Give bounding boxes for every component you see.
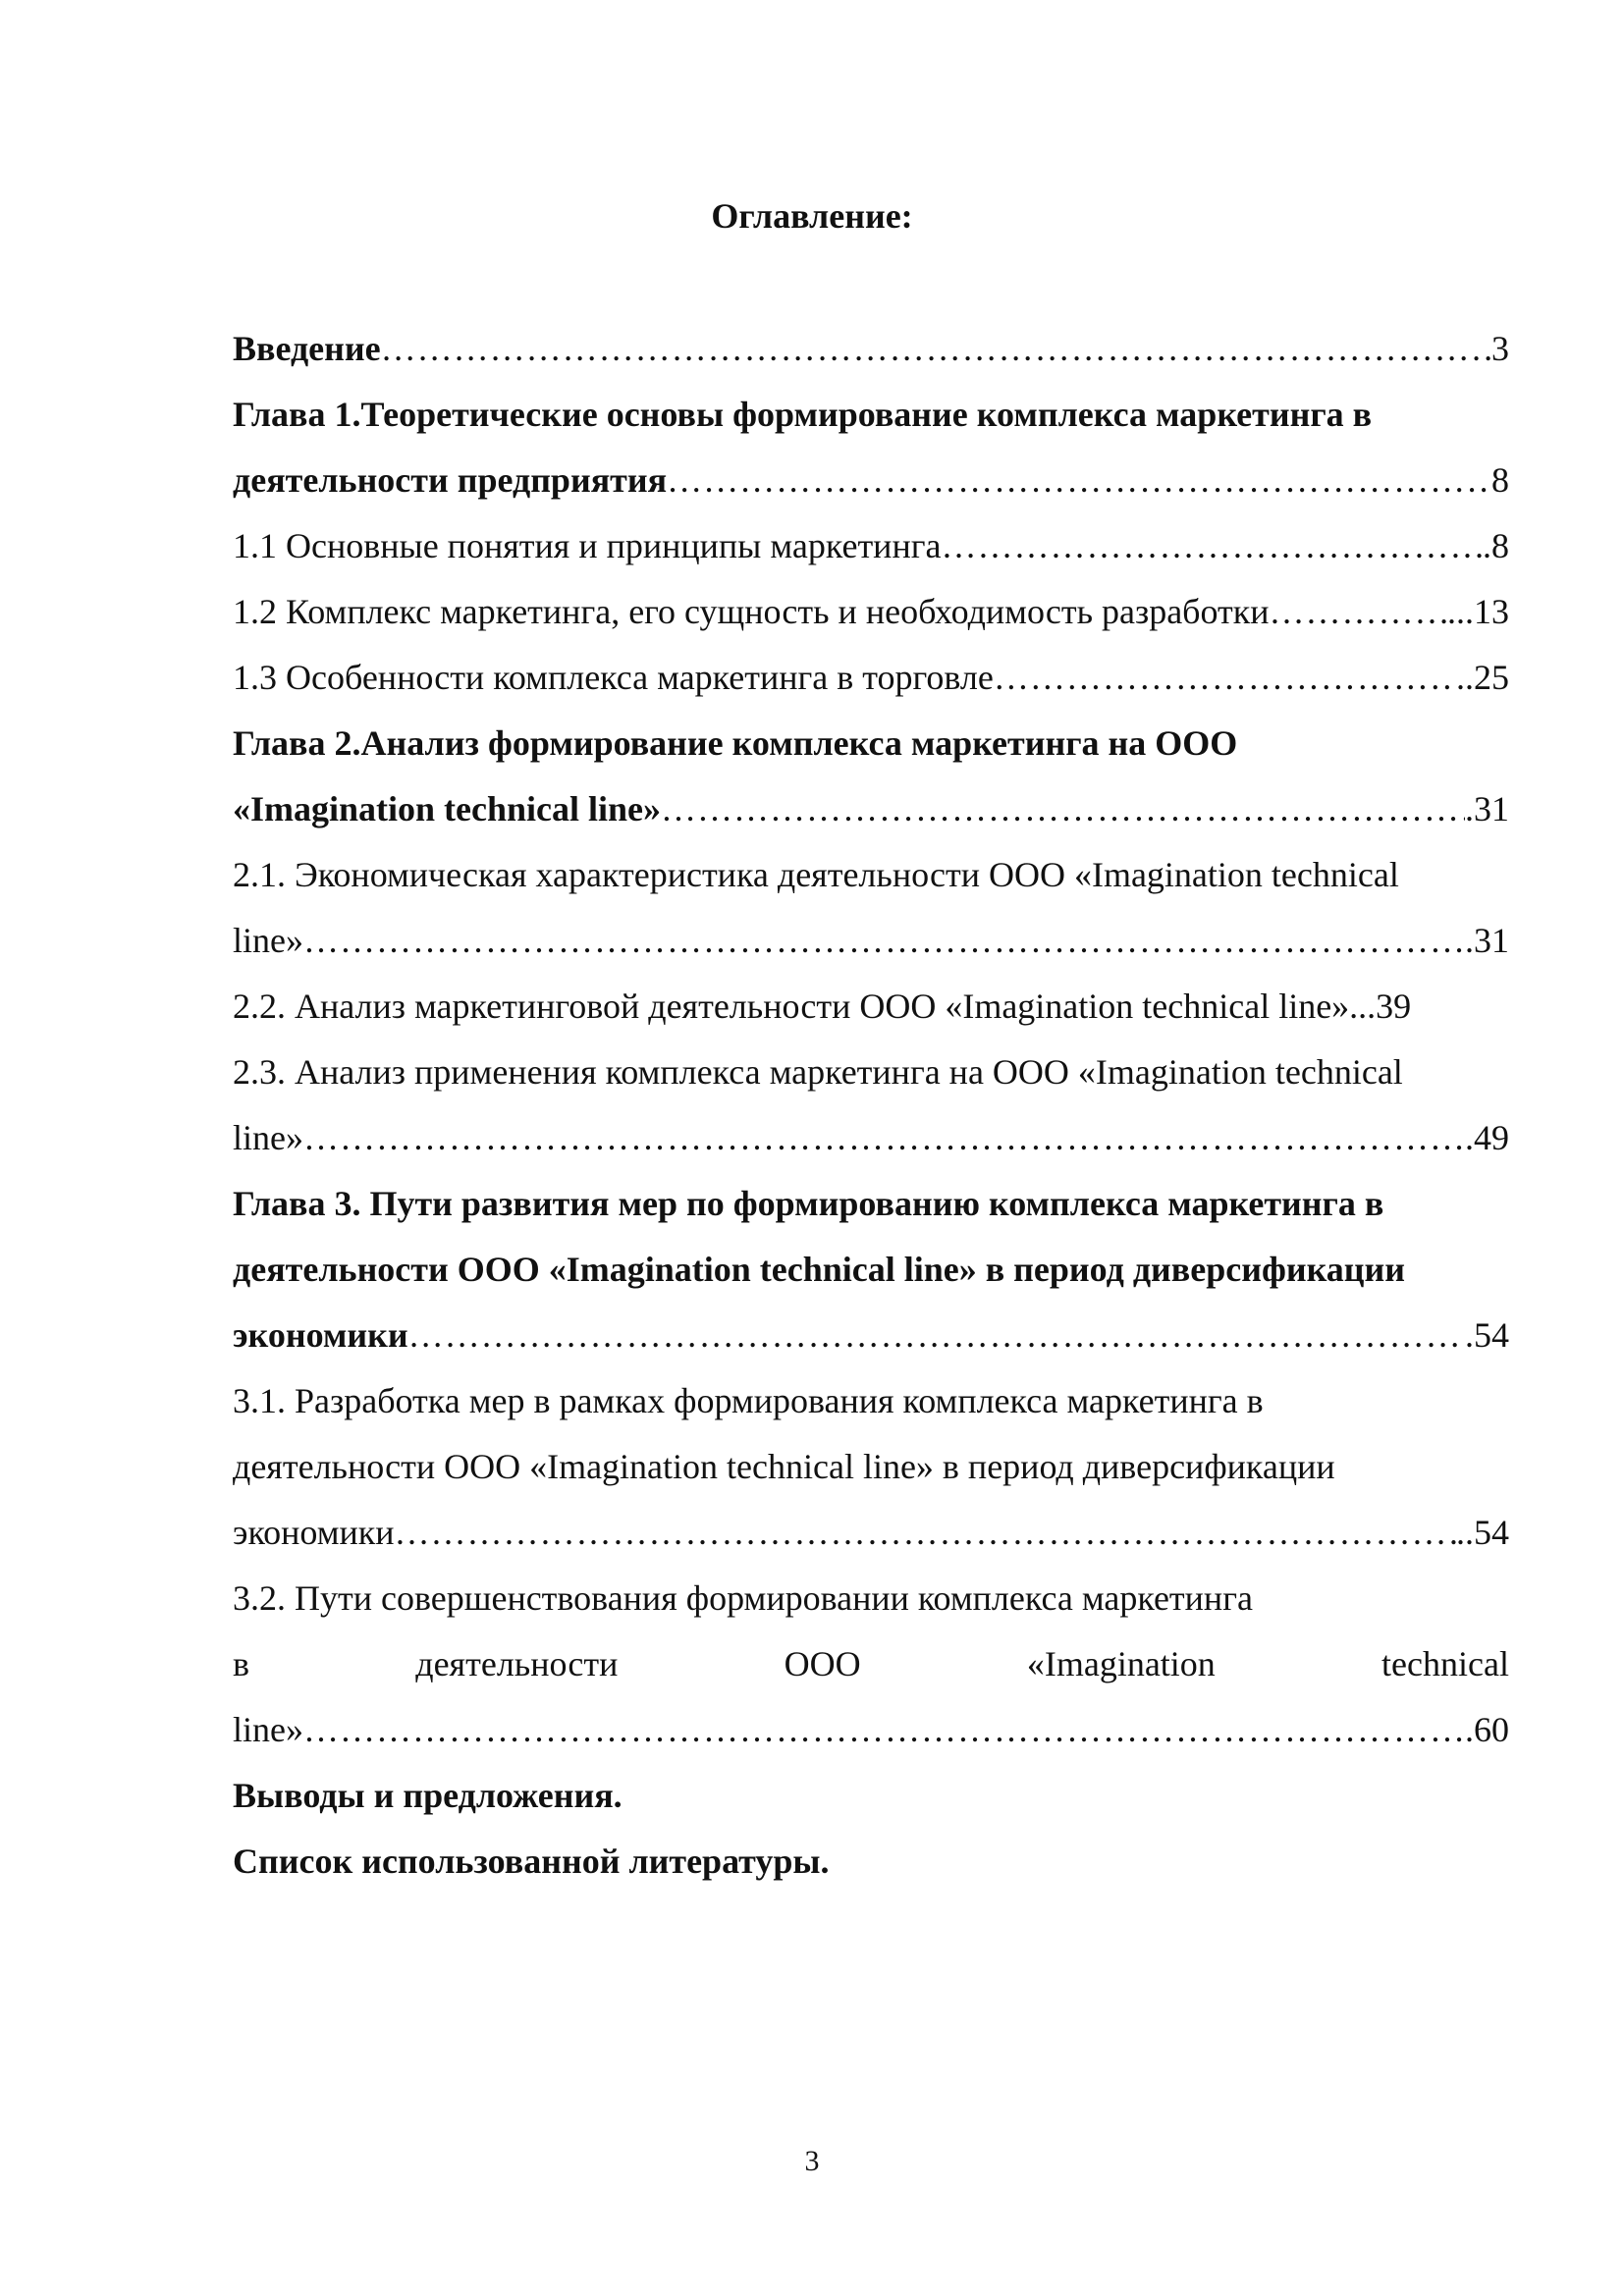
dot-leader: [941, 513, 1483, 579]
toc-entry-chapter-2[interactable]: [233, 711, 1509, 776]
toc-entry-section-3-2[interactable]: [233, 1566, 1509, 1631]
toc-entry-chapter-1[interactable]: [233, 382, 1509, 448]
toc-entry-label: экономики: [233, 1513, 395, 1552]
toc-entry-chapter-3[interactable]: [233, 1171, 1509, 1237]
toc-entry-conclusions[interactable]: [233, 1763, 1509, 1829]
page-title: Оглавление:: [711, 196, 913, 236]
toc-page-number: ..54: [1456, 1513, 1509, 1552]
toc-entry-label: деятельности ООО «Imagination technical line» в период диверсификации: [233, 1250, 1406, 1289]
toc-entry-label: 2.3. Анализ применения комплекса маркетинга на ООО «Imagination technical: [233, 1052, 1403, 1092]
toc-entry-label: Список использованной литературы.: [233, 1842, 830, 1881]
toc-entry-section-1-1[interactable]: [233, 513, 1509, 579]
dot-leader: [303, 1697, 1465, 1763]
toc-entry-word: ООО: [784, 1644, 861, 1683]
toc-entry-section-3-2-cont[interactable]: [233, 1631, 1509, 1697]
toc-page-number: .31: [1465, 789, 1509, 828]
toc-entry-label: line»: [233, 921, 303, 960]
dot-leader: [381, 316, 1491, 382]
toc-entry-label: line»: [233, 1710, 303, 1749]
toc-entry-chapter-1-cont[interactable]: [233, 448, 1509, 513]
dot-leader: [395, 1500, 1457, 1566]
toc-entry-label: Глава 2.Анализ формирование комплекса маркетинга на ООО: [233, 723, 1238, 763]
toc-entry-label: «Imagination technical line»: [233, 789, 662, 828]
dot-leader: [408, 1303, 1465, 1368]
toc-entry-chapter-3-cont[interactable]: [233, 1303, 1509, 1368]
toc-entry-label: 1.3 Особенности комплекса маркетинга в торговле: [233, 658, 994, 697]
toc-entry-word: деятельности: [415, 1644, 619, 1683]
toc-entry-section-2-3-cont[interactable]: [233, 1105, 1509, 1171]
toc-page-number: .31: [1465, 921, 1509, 960]
toc-entry-section-3-1[interactable]: [233, 1368, 1509, 1434]
dot-leader: [303, 1105, 1465, 1171]
toc-entry-label: line»: [233, 1118, 303, 1157]
toc-entry-label: Введение: [233, 329, 381, 368]
toc-entry-introduction[interactable]: [233, 316, 1509, 382]
toc-entry-label: Глава 3. Пути развития мер по формированию комплекса маркетинга в: [233, 1184, 1384, 1223]
toc-entry-section-3-2-cont[interactable]: [233, 1697, 1509, 1763]
toc-entry-word: technical: [1381, 1644, 1509, 1683]
toc-entry-label: экономики: [233, 1315, 408, 1355]
toc-entry-chapter-2-cont[interactable]: [233, 776, 1509, 842]
toc-entry-section-3-1-cont[interactable]: [233, 1500, 1509, 1566]
toc-entry-section-2-1[interactable]: [233, 842, 1509, 908]
toc-entry-section-1-3[interactable]: [233, 645, 1509, 711]
toc-entry-label: деятельности ООО «Imagination technical line» в период диверсификации: [233, 1447, 1335, 1486]
toc-entry-chapter-3-cont[interactable]: [233, 1237, 1509, 1303]
dot-leader: [994, 645, 1456, 711]
toc-entry-section-1-2[interactable]: [233, 579, 1509, 645]
toc-entry-label: 1.1 Основные понятия и принципы маркетинга: [233, 526, 942, 565]
page-number: 3: [804, 2145, 820, 2177]
toc-page-number: ..25: [1456, 658, 1509, 697]
toc-entry-word: «Imagination: [1026, 1644, 1216, 1683]
toc-entry-label: Глава 1.Теоретические основы формирование комплекса маркетинга в: [233, 395, 1373, 434]
toc-entry-label: Выводы и предложения.: [233, 1776, 623, 1815]
toc-entry-section-2-3[interactable]: [233, 1040, 1509, 1105]
dot-leader: [1270, 579, 1448, 645]
dot-leader: [667, 448, 1491, 513]
toc-entry-references[interactable]: [233, 1829, 1509, 1895]
toc-page-number: 3: [1491, 329, 1509, 368]
dot-leader: [661, 776, 1465, 842]
toc-entry-label: 2.2. Анализ маркетинговой деятельности ООО «Imagination technical line»...39: [233, 987, 1412, 1026]
dot-leader: [303, 908, 1465, 974]
toc-entry-section-2-2[interactable]: [233, 974, 1509, 1040]
toc-page-number: 8: [1491, 460, 1509, 500]
toc-entry-section-3-1-cont[interactable]: [233, 1434, 1509, 1500]
toc-page-number: .54: [1465, 1315, 1509, 1355]
table-of-contents: [233, 316, 1509, 1895]
toc-page-number: .8: [1483, 526, 1509, 565]
toc-entry-section-2-1-cont[interactable]: [233, 908, 1509, 974]
toc-entry-label: деятельности предприятия: [233, 460, 668, 500]
toc-entry-word: в: [233, 1644, 249, 1683]
toc-entry-label: 3.2. Пути совершенствования формировании комплекса маркетинга: [233, 1578, 1253, 1618]
toc-entry-label: 2.1. Экономическая характеристика деятельности ООО «Imagination technical: [233, 855, 1399, 894]
toc-entry-label: 1.2 Комплекс маркетинга, его сущность и необходимость разработки: [233, 592, 1270, 631]
toc-page-number: ...13: [1447, 592, 1509, 631]
toc-page-number: .49: [1465, 1118, 1509, 1157]
toc-entry-label: 3.1. Разработка мер в рамках формирования комплекса маркетинга в: [233, 1381, 1264, 1420]
toc-page-number: .60: [1465, 1710, 1509, 1749]
